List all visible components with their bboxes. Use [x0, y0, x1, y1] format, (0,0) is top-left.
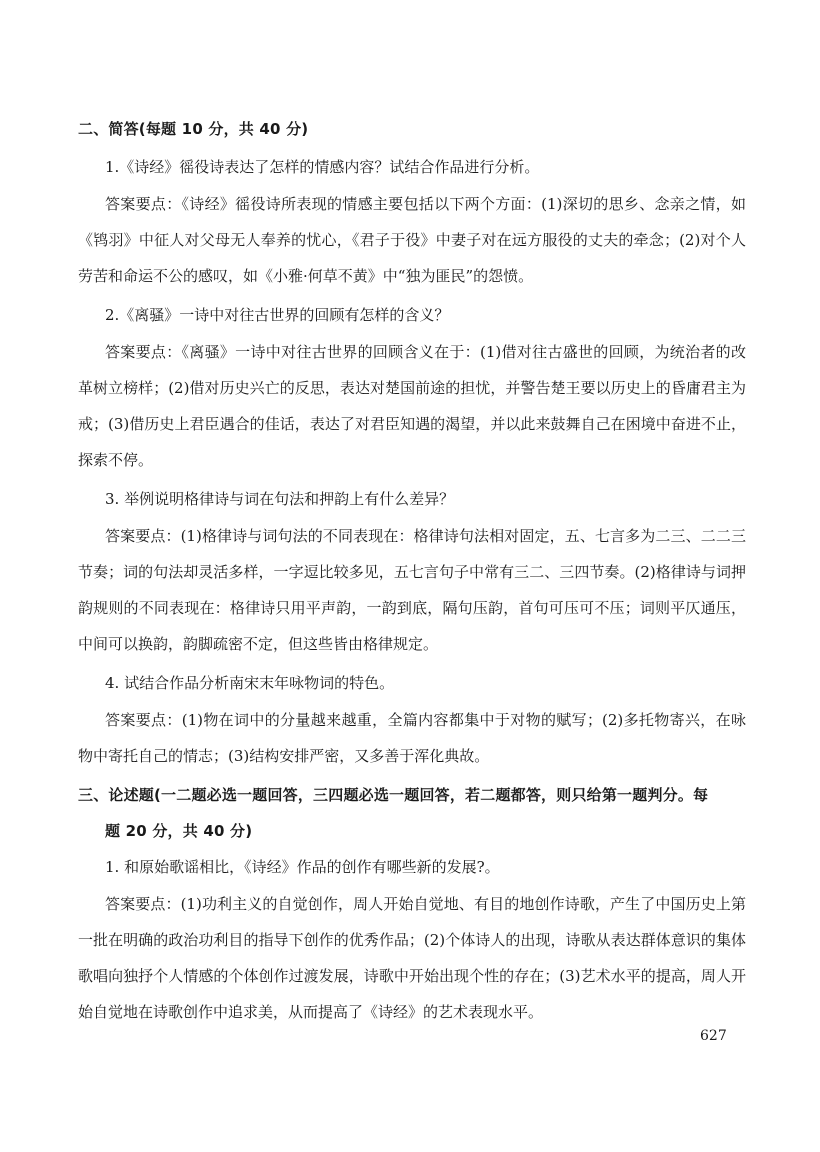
question-2-3: 3. 举例说明格律诗与词在句法和押韵上有什么差异？ [105, 490, 455, 508]
question-2-1: 1.《诗经》徭役诗表达了怎样的情感内容？试结合作品进行分析。 [105, 158, 540, 176]
section-3-heading-line2: 题 20 分，共 40 分) [105, 822, 253, 840]
section-3-heading-line1: 三、论述题(一二题必选一题回答，三四题必选一题回答，若二题都答，则只给第一题判分。每 [78, 786, 709, 804]
section-2-heading: 二、简答(每题 10 分，共 40 分) [78, 120, 309, 138]
answer-2-3: 答案要点：(1)格律诗与词句法的不同表现在：格律诗句法相对固定，五、七言多为二三、二二三节奏；词的句法却灵活多样，一字逗比较多见，五七言句子中常有三二、三四节奏。(2)格律诗与词押韵规则的不同表现在：格律诗只用平声韵，一韵到底，隔句压韵，首句可压可不压；词则平仄通压，中间可以换韵，韵脚疏密不定，但这些皆由格律规定。 [78, 527, 746, 653]
page-number: 627 [700, 1028, 727, 1044]
answer-3-1: 答案要点：(1)功利主义的自觉创作，周人开始自觉地、有目的地创作诗歌，产生了中国历史上第一批在明确的政治功利目的指导下创作的优秀作品；(2)个体诗人的出现，诗歌从表达群体意识的集体歌唱向独抒个人情感的个体创作过渡发展，诗歌中开始出现个性的存在；(3)艺术水平的提高，周人开始自觉地在诗歌创作中追求美，从而提高了《诗经》的艺术表现水平。 [78, 895, 746, 1021]
answer-2-1: 答案要点：《诗经》徭役诗所表现的情感主要包括以下两个方面：(1)深切的思乡、念亲之情，如《鸨羽》中征人对父母无人奉养的忧心，《君子于役》中妻子对在远方服役的丈夫的牵念；(2)对个人劳苦和命运不公的感叹，如《小雅·何草不黄》中“独为匪民”的怨愤。 [78, 195, 746, 285]
page-content [78, 110, 746, 1032]
answer-2-4: 答案要点：(1)物在词中的分量越来越重，全篇内容都集中于对物的赋写；(2)多托物寄兴，在咏物中寄托自己的情志；(3)结构安排严密，又多善于浑化典故。 [78, 711, 746, 765]
question-2-2: 2.《离骚》一诗中对往古世界的回顾有怎样的含义？ [105, 306, 450, 324]
question-3-1: 1. 和原始歌谣相比，《诗经》作品的创作有哪些新的发展?。 [105, 858, 500, 876]
question-2-4: 4. 试结合作品分析南宋末年咏物词的特色。 [105, 674, 395, 692]
section-3-heading [78, 776, 746, 848]
answer-2-2: 答案要点：《离骚》一诗中对往古世界的回顾含义在于：(1)借对往古盛世的回顾，为统治者的改革树立榜样；(2)借对历史兴亡的反思，表达对楚国前途的担忧，并警告楚王要以历史上的昏庸君主为戒；(3)借历史上君臣遇合的佳话，表达了对君臣知遇的渴望，并以此来鼓舞自己在困境中奋进不止，探索不停。 [78, 343, 746, 469]
